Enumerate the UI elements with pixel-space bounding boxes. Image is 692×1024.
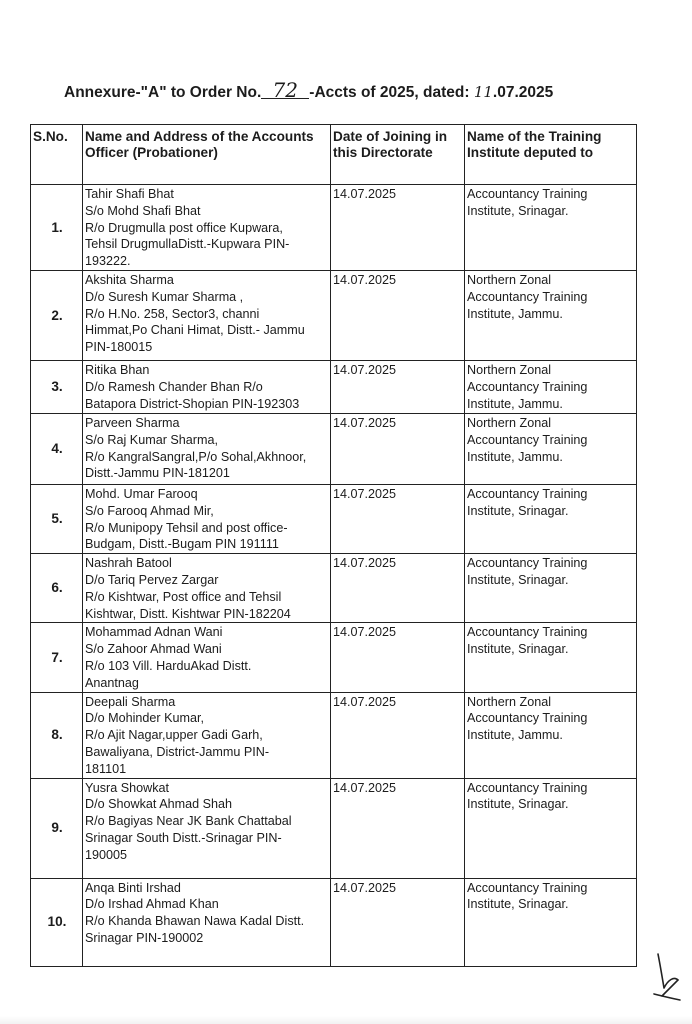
cell-name-address (83, 185, 331, 271)
order-month-year: .07.2025 (492, 84, 554, 101)
cell-date-joining: 14.07.2025 (331, 484, 465, 553)
table-row (31, 185, 637, 271)
address-line: Srinagar PIN-190002 (85, 930, 204, 945)
cell-name-address (83, 413, 331, 484)
cell-training-institute (465, 878, 637, 966)
table-row (31, 778, 637, 878)
institute-line: Institute, Srinagar. (467, 797, 569, 812)
institute-line: Institute, Jammu. (467, 396, 563, 411)
cell-name-address (83, 484, 331, 553)
table-header-row (31, 125, 637, 185)
address-line: D/o Suresh Kumar Sharma , (85, 289, 244, 304)
institute-line: Accountancy Training (467, 187, 588, 201)
address-line: D/o Showkat Ahmad Shah (85, 797, 233, 812)
address-line: S/o Farooq Ahmad Mir, (85, 503, 214, 518)
table-row (31, 878, 637, 966)
address-line: R/o Ajit Nagar,upper Gadi Garh, (85, 728, 263, 743)
officer-name: Anqa Binti Irshad (85, 880, 181, 895)
institute-line: Institute, Srinagar. (467, 642, 569, 657)
bottom-page-edge (0, 1016, 692, 1024)
institute-line: Accountancy Training (467, 289, 588, 304)
address-line: Batapora District-Shopian PIN-192303 (85, 396, 300, 411)
cell-date-joining: 14.07.2025 (331, 692, 465, 778)
institute-line: Northern Zonal (467, 362, 551, 377)
address-line: 181101 (85, 761, 127, 776)
address-line: Kishtwar, Distt. Kishtwar PIN-182204 (85, 606, 291, 621)
signature-mark (648, 950, 684, 1006)
table-row (31, 484, 637, 553)
cell-training-institute (465, 413, 637, 484)
institute-line: Accountancy Training (467, 625, 588, 640)
table-row (31, 413, 637, 484)
address-line: R/o H.No. 258, Sector3, channi (85, 306, 260, 321)
institute-line: Northern Zonal (467, 272, 551, 287)
institute-line: Institute, Srinagar. (467, 203, 569, 218)
cell-sno: 6. (31, 554, 83, 623)
table-row (31, 554, 637, 623)
institute-line: Institute, Srinagar. (467, 572, 569, 587)
address-line: S/o Mohd Shafi Bhat (85, 203, 201, 218)
cell-training-institute (465, 360, 637, 413)
officer-name: Mohd. Umar Farooq (85, 486, 198, 501)
cell-training-institute (465, 270, 637, 360)
address-line: D/o Mohinder Kumar, (85, 711, 204, 726)
institute-line: Institute, Jammu. (467, 728, 563, 743)
heading-prefix: Annexure-"A" to Order No. (64, 84, 262, 101)
cell-training-institute (465, 623, 637, 692)
address-line: PIN-180015 (85, 340, 153, 355)
cell-date-joining: 14.07.2025 (331, 778, 465, 878)
cell-sno: 4. (31, 413, 83, 484)
column-header-sno: S.No. (31, 125, 83, 185)
cell-sno: 2. (31, 270, 83, 360)
address-line: R/o 103 Vill. HarduAkad Distt. (85, 658, 252, 673)
institute-line: Northern Zonal (467, 694, 551, 709)
institute-line: Institute, Srinagar. (467, 897, 569, 912)
cell-sno: 10. (31, 878, 83, 966)
address-line: D/o Ramesh Chander Bhan R/o (85, 379, 263, 394)
cell-date-joining: 14.07.2025 (331, 185, 465, 271)
annexure-heading (64, 78, 664, 102)
cell-date-joining: 14.07.2025 (331, 878, 465, 966)
address-line: Himmat,Po Chani Himat, Distt.- Jammu (85, 323, 305, 338)
address-line: S/o Raj Kumar Sharma, (85, 432, 218, 447)
institute-line: Accountancy Training (467, 880, 588, 895)
table-row (31, 360, 637, 413)
cell-date-joining: 14.07.2025 (331, 554, 465, 623)
cell-training-institute (465, 185, 637, 271)
officer-name: Yusra Showkat (85, 780, 170, 795)
cell-sno: 9. (31, 778, 83, 878)
cell-training-institute (465, 692, 637, 778)
address-line: D/o Irshad Ahmad Khan (85, 897, 219, 912)
table-row (31, 623, 637, 692)
address-line: Distt.-Jammu PIN-181201 (85, 466, 230, 481)
cell-date-joining: 14.07.2025 (331, 360, 465, 413)
order-day: 11 (473, 83, 493, 101)
address-line: Bawaliyana, District-Jammu PIN- (85, 744, 270, 759)
cell-name-address (83, 554, 331, 623)
cell-training-institute (465, 554, 637, 623)
institute-line: Accountancy Training (467, 486, 588, 501)
institute-line: Institute, Jammu. (467, 449, 563, 464)
institute-line: Institute, Jammu. (467, 306, 563, 321)
officer-name: Tahir Shafi Bhat (85, 187, 174, 201)
table-row (31, 270, 637, 360)
address-line: D/o Tariq Pervez Zargar (85, 572, 219, 587)
officer-name: Deepali Sharma (85, 694, 176, 709)
address-line: R/o Kishtwar, Post office and Tehsil (85, 589, 282, 604)
cell-training-institute (465, 778, 637, 878)
officer-name: Mohammad Adnan Wani (85, 625, 223, 640)
cell-sno: 3. (31, 360, 83, 413)
cell-name-address (83, 360, 331, 413)
cell-name-address (83, 270, 331, 360)
column-header-date-joining: Date of Joining in this Directorate (331, 125, 465, 185)
address-line: Srinagar South Distt.-Srinagar PIN- (85, 830, 282, 845)
cell-date-joining: 14.07.2025 (331, 413, 465, 484)
address-line: S/o Zahoor Ahmad Wani (85, 642, 222, 657)
institute-line: Accountancy Training (467, 780, 588, 795)
institute-line: Accountancy Training (467, 711, 588, 726)
cell-sno: 5. (31, 484, 83, 553)
officer-name: Parveen Sharma (85, 415, 180, 430)
address-line: R/o KangralSangral,P/o Sohal,Akhnoor, (85, 449, 307, 464)
cell-name-address (83, 623, 331, 692)
cell-date-joining: 14.07.2025 (331, 270, 465, 360)
address-line: Budgam, Distt.-Bugam PIN 191111 (85, 537, 279, 552)
table-row (31, 692, 637, 778)
institute-line: Institute, Srinagar. (467, 503, 569, 518)
institute-line: Accountancy Training (467, 556, 588, 571)
officer-name: Ritika Bhan (85, 362, 150, 377)
address-line: Tehsil DrugmullaDistt.-Kupwara PIN- (85, 237, 290, 252)
cell-sno: 7. (31, 623, 83, 692)
cell-training-institute (465, 484, 637, 553)
cell-sno: 8. (31, 692, 83, 778)
address-line: R/o Drugmulla post office Kupwara, (85, 220, 283, 235)
institute-line: Accountancy Training (467, 379, 588, 394)
order-number: 72 (261, 82, 309, 99)
address-line: Anantnag (85, 675, 139, 690)
address-line: 190005 (85, 847, 128, 862)
cell-name-address (83, 878, 331, 966)
cell-date-joining: 14.07.2025 (331, 623, 465, 692)
heading-middle: -Accts of 2025, dated: (309, 84, 470, 101)
officers-table (30, 124, 637, 967)
cell-name-address (83, 778, 331, 878)
institute-line: Accountancy Training (467, 432, 588, 447)
officer-name: Akshita Sharma (85, 272, 174, 287)
cell-name-address (83, 692, 331, 778)
column-header-training-institute: Name of the Training Institute deputed to (465, 125, 637, 185)
address-line: R/o Khanda Bhawan Nawa Kadal Distt. (85, 914, 305, 929)
cell-sno: 1. (31, 185, 83, 271)
address-line: R/o Munipopy Tehsil and post office- (85, 520, 288, 535)
address-line: 193222. (85, 254, 131, 269)
address-line: R/o Bagiyas Near JK Bank Chattabal (85, 814, 292, 829)
institute-line: Northern Zonal (467, 415, 551, 430)
officer-name: Nashrah Batool (85, 556, 172, 571)
column-header-name-address: Name and Address of the Accounts Officer (Probationer) (83, 125, 331, 185)
